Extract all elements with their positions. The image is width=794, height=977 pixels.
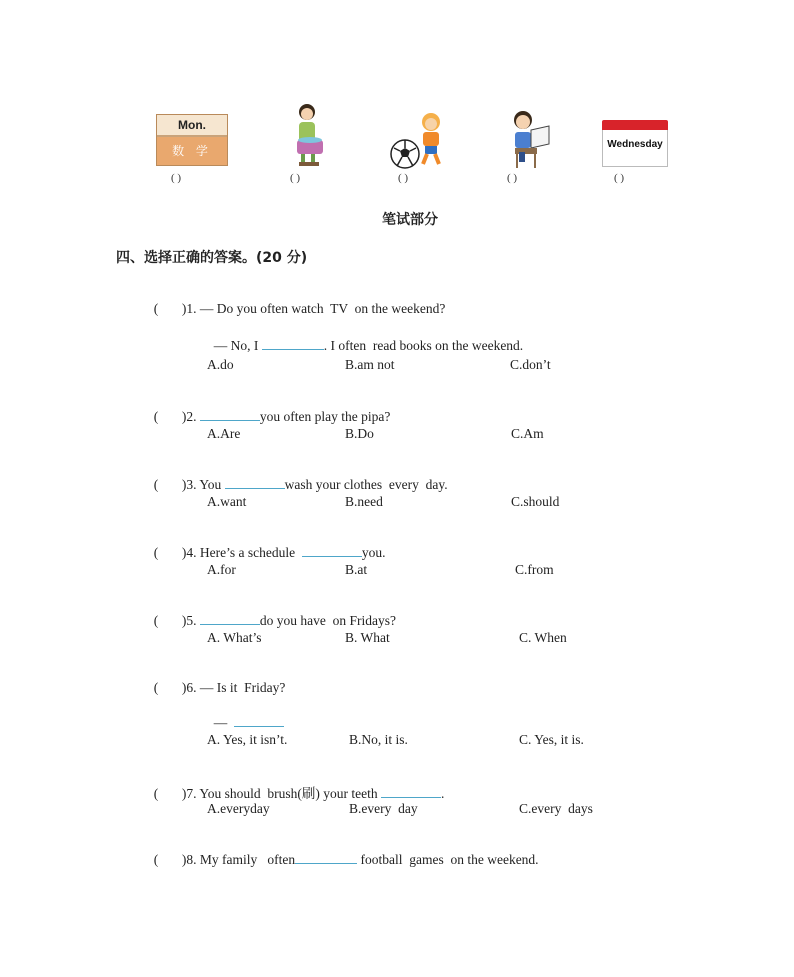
option-b[interactable]: B.need (345, 494, 383, 509)
picture-answer-paren-3: ( ) (398, 172, 409, 184)
fill-blank[interactable] (225, 476, 285, 489)
question-6-reply (207, 698, 284, 731)
option-b[interactable]: B.No, it is. (349, 732, 408, 747)
question-4 (147, 528, 385, 561)
picture-answer-paren-2: ( ) (290, 172, 301, 184)
question-text-post: wash your clothes every day. (284, 477, 448, 492)
fill-blank[interactable] (200, 408, 260, 421)
question-number: 6. (186, 680, 197, 695)
fill-blank[interactable] (262, 337, 324, 350)
option-c[interactable]: C. When (519, 630, 567, 645)
question-number: 8. (186, 852, 197, 867)
boy-reading-book-icon (505, 108, 555, 170)
option-a[interactable]: A.do (207, 357, 234, 372)
option-a[interactable]: A.Are (207, 426, 241, 441)
fill-blank[interactable] (234, 714, 284, 727)
girl-washing-clothes-icon (285, 100, 331, 168)
picture-answer-paren-1: ( ) (171, 172, 182, 184)
question-number: 7. (186, 786, 197, 801)
answer-paren[interactable]: ( ) (153, 477, 187, 492)
option-c[interactable]: C. Yes, it is. (519, 732, 584, 747)
option-b[interactable]: B.at (345, 562, 368, 577)
monday-math-schedule-card (156, 114, 228, 166)
option-a[interactable]: A.for (207, 562, 236, 577)
answer-paren[interactable]: ( ) (153, 852, 187, 867)
option-c[interactable]: C.Am (511, 426, 544, 441)
option-a[interactable]: A.want (207, 494, 247, 509)
option-b[interactable]: B.every day (349, 801, 418, 816)
answer-paren[interactable]: ( ) (153, 545, 187, 560)
question-text-pre: My family often (199, 852, 296, 867)
question-7 (147, 766, 444, 802)
question-2 (147, 392, 390, 425)
written-part-title: 笔试部分 (382, 212, 438, 228)
question-number: 4. (186, 545, 197, 560)
option-a[interactable]: A. What’s (207, 630, 262, 645)
fill-blank[interactable] (295, 851, 357, 864)
card-day-label: Mon. (157, 115, 227, 137)
option-b[interactable]: B.Do (345, 426, 374, 441)
calendar-header-bar (602, 120, 668, 130)
question-3 (147, 460, 448, 493)
picture-answer-paren-5: ( ) (614, 172, 625, 184)
question-number: 2. (186, 409, 197, 424)
boy-playing-football-icon (389, 108, 451, 170)
reply-prefix: — No, I (213, 338, 259, 353)
question-6 (147, 664, 285, 696)
section-heading: 四、选择正确的答案。(20 分) (116, 250, 308, 266)
question-text-pre: You should brush(刷) your teeth (199, 786, 378, 801)
question-1-reply (207, 321, 523, 354)
question-text: do you have on Fridays? (259, 613, 396, 628)
answer-paren[interactable]: ( ) (153, 786, 187, 801)
option-b[interactable]: B.am not (345, 357, 395, 372)
fill-blank[interactable] (200, 612, 260, 625)
reply-suffix: . I often read books on the weekend. (323, 338, 524, 353)
reply-prefix: — (213, 715, 228, 730)
question-text: you often play the pipa? (259, 409, 391, 424)
option-c[interactable]: C.every days (519, 801, 593, 816)
question-number: 5. (186, 613, 197, 628)
option-c[interactable]: C.from (515, 562, 554, 577)
wednesday-calendar-icon (602, 120, 668, 168)
question-text-post: . (441, 786, 445, 801)
calendar-day-label: Wednesday (602, 130, 668, 167)
fill-blank[interactable] (302, 544, 362, 557)
question-number: 1. (186, 301, 197, 316)
question-text-pre: You (199, 477, 222, 492)
option-c[interactable]: C.should (511, 494, 560, 509)
answer-paren[interactable]: ( ) (153, 409, 187, 424)
question-number: 3. (186, 477, 197, 492)
question-text-post: you. (361, 545, 386, 560)
option-a[interactable]: A.everyday (207, 801, 270, 816)
question-text: — Is it Friday? (199, 680, 286, 695)
question-8 (147, 835, 539, 868)
option-b[interactable]: B. What (345, 630, 390, 645)
answer-paren[interactable]: ( ) (153, 680, 187, 695)
question-text-pre: Here’s a schedule (199, 545, 296, 560)
question-text-post: football games on the weekend. (360, 852, 539, 867)
question-text: — Do you often watch TV on the weekend? (199, 301, 446, 316)
answer-paren[interactable]: ( ) (153, 301, 187, 316)
question-1 (147, 285, 445, 317)
option-a[interactable]: A. Yes, it isn’t. (207, 732, 288, 747)
answer-paren[interactable]: ( ) (153, 613, 187, 628)
question-5 (147, 596, 396, 629)
fill-blank[interactable] (381, 785, 441, 798)
picture-answer-paren-4: ( ) (507, 172, 518, 184)
option-c[interactable]: C.don’t (510, 357, 551, 372)
card-subject-label: 数 学 (157, 137, 227, 165)
